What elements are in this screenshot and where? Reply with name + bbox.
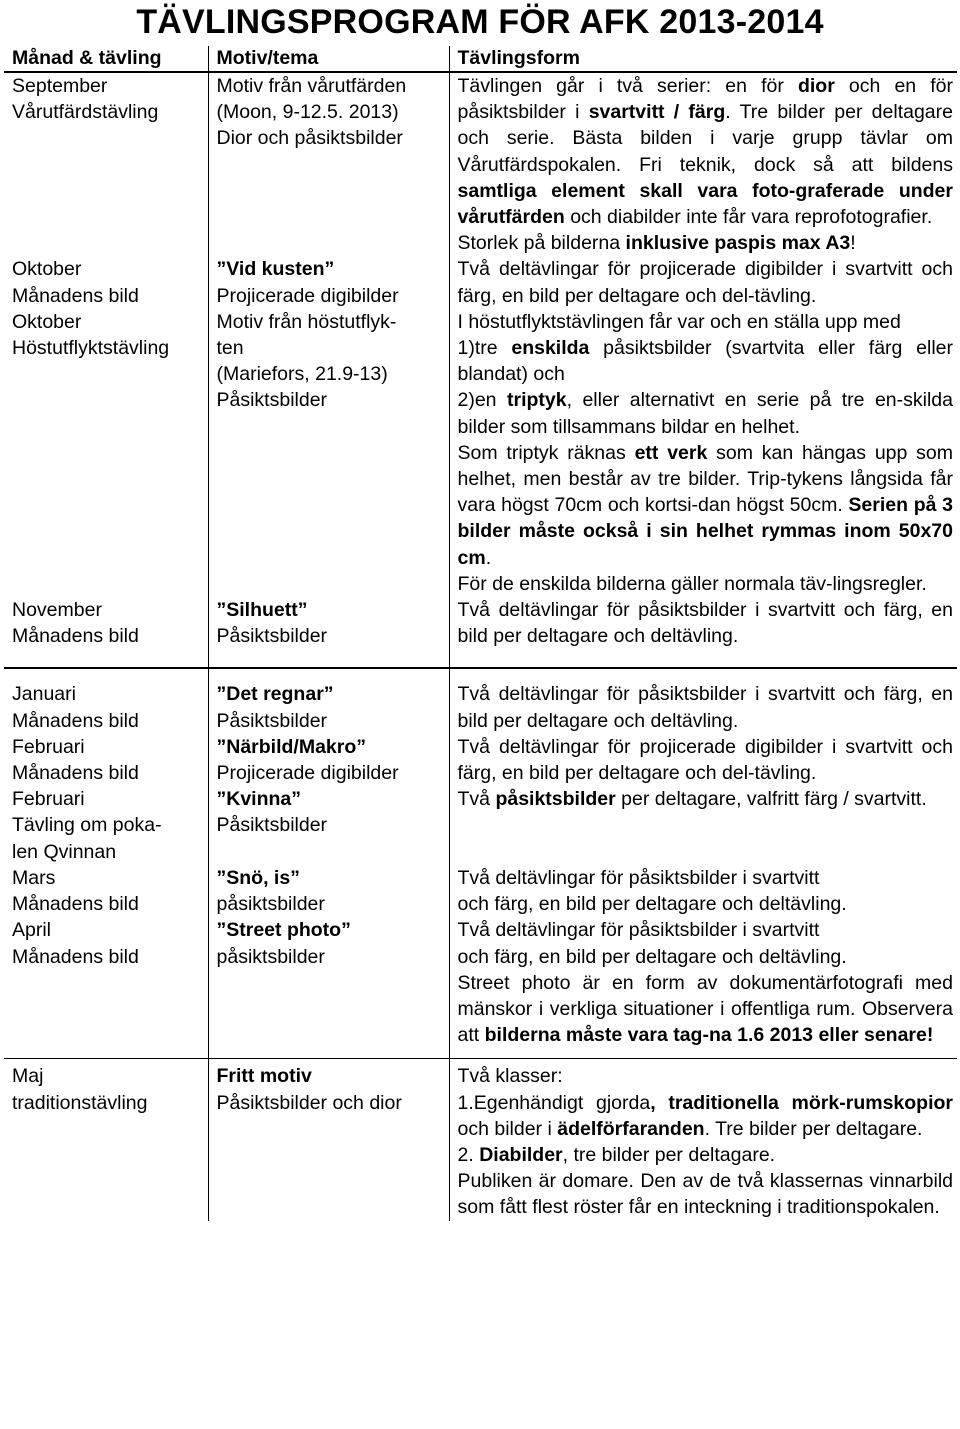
form-paragraph: Två deltävlingar för projicerade digibilder i svartvitt och färg, en bild per deltagare och del-tävling. — [457, 735, 953, 785]
month-line: Månadens bild — [12, 893, 139, 916]
theme-cell — [208, 917, 449, 1059]
theme-subtitle: Påsiktsbilder — [216, 814, 328, 837]
form-paragraph — [458, 230, 954, 256]
form-text: påsiktsbilder (svartvita eller färg eller blandat) och — [457, 337, 953, 386]
form-paragraph: För de enskilda bilderna gäller normala täv-lingsregler. — [457, 572, 927, 595]
theme-title: ”Det regnar” — [216, 683, 334, 706]
theme-subtitle: Påsiktsbilder — [216, 625, 328, 648]
form-bold: påsiktsbilder — [495, 788, 616, 811]
theme-cell — [208, 865, 449, 917]
form-paragraph: Två klasser: — [457, 1065, 563, 1088]
form-bold: , traditionella mörk-rumskopior — [650, 1091, 954, 1114]
form-text: 1.Egenhändigt gjorda — [457, 1091, 651, 1114]
theme-subtitle: påsiktsbilder — [216, 893, 325, 916]
month-line: November — [12, 599, 102, 622]
month-line: Månadens bild — [12, 284, 139, 307]
month-cell — [4, 734, 208, 786]
theme-title: Fritt motiv — [216, 1065, 312, 1088]
month-cell — [4, 865, 208, 917]
theme-subtitle: Projicerade digibilder — [216, 284, 399, 307]
form-text: . Tre bilder per deltagare. — [704, 1117, 923, 1140]
theme-line: Dior och påsiktsbilder — [216, 127, 403, 150]
table-header-row — [4, 46, 957, 72]
month-line: Vårutfärdstävling — [12, 101, 159, 124]
form-paragraph: Två deltävlingar för påsiktsbilder i svartvitt och färg, en bild per deltagare och deltävling. — [457, 599, 953, 648]
form-text: . Tre bilder per deltagare och serie. Bästa bilden i varje grupp tävlar om Vårutfärdspokalen. Fri teknik, dock så att bildens — [457, 101, 953, 176]
month-line: September — [12, 75, 108, 97]
form-paragraph — [458, 786, 954, 812]
form-cell — [449, 668, 957, 733]
form-text: per deltagare, valfritt färg / svartvitt. — [615, 788, 927, 811]
form-bold: enskilda — [511, 337, 590, 360]
form-bold: inklusive paspis max A3 — [625, 232, 851, 255]
theme-cell — [208, 309, 449, 597]
month-cell — [4, 917, 208, 1059]
form-cell — [449, 72, 957, 256]
page-title: TÄVLINGSPROGRAM FÖR AFK 2013-2014 — [136, 3, 824, 41]
form-bold: bilderna måste vara tag-na 1.6 2013 eller senare! — [484, 1024, 934, 1047]
form-cell — [449, 1059, 957, 1221]
month-line: Januari — [12, 683, 76, 706]
form-cell — [449, 256, 957, 308]
form-text: Två — [457, 788, 496, 811]
month-line: Februari — [12, 735, 85, 758]
theme-subtitle: Påsiktsbilder och dior — [216, 1091, 402, 1114]
form-paragraph — [458, 1090, 954, 1142]
theme-title: ”Silhuett” — [216, 599, 308, 622]
theme-line: ten — [216, 337, 244, 360]
form-cell — [449, 309, 957, 597]
month-line: Höstutflyktstävling — [12, 337, 170, 360]
form-paragraph: Två deltävlingar för påsiktsbilder i svartvitt och färg, en bild per deltagare och deltävling. — [457, 683, 953, 732]
form-bold: svartvitt / färg — [588, 101, 726, 124]
theme-line: (Mariefors, 21.9-13) — [216, 363, 388, 386]
table-row — [4, 917, 957, 1059]
month-cell — [4, 72, 208, 256]
month-cell — [4, 668, 208, 733]
form-paragraph — [458, 335, 954, 387]
form-paragraph — [458, 387, 954, 439]
table-row — [4, 597, 957, 668]
form-text: 1)tre — [457, 337, 512, 360]
month-line: Månadens bild — [12, 762, 139, 785]
form-paragraph — [458, 970, 954, 1049]
month-line: Månadens bild — [12, 945, 139, 968]
theme-cell — [208, 72, 449, 256]
form-line: och färg, en bild per deltagare och deltävling. — [457, 893, 847, 916]
form-text: och en för påsiktsbilder i — [457, 75, 953, 124]
table-row — [4, 256, 957, 308]
theme-cell — [208, 597, 449, 668]
theme-cell — [208, 1059, 449, 1221]
form-text: 2. — [457, 1143, 480, 1166]
month-cell — [4, 786, 208, 865]
theme-title: ”Street photo” — [216, 919, 351, 942]
theme-cell — [208, 256, 449, 308]
theme-title: ”Kvinna” — [216, 788, 302, 811]
table-row — [4, 668, 957, 733]
header-month: Månad & tävling — [4, 46, 208, 72]
theme-title: ”Vid kusten” — [216, 258, 335, 281]
month-cell — [4, 256, 208, 308]
month-line: traditionstävling — [12, 1091, 148, 1114]
theme-line: Motiv från vårutfärden — [216, 75, 407, 97]
form-line: Två deltävlingar för påsiktsbilder i svartvitt — [457, 866, 820, 889]
month-cell — [4, 1059, 208, 1221]
form-bold: ett verk — [634, 441, 708, 464]
month-line: Tävling om poka- — [12, 814, 162, 837]
form-text: som kan hängas upp som helhet, men består av tre bilder. Trip-tykens långsida får vara högst 70cm och kortsi-dan högst 50cm. — [457, 441, 953, 517]
theme-cell — [208, 786, 449, 865]
form-paragraph — [458, 1142, 954, 1168]
form-text: Tävlingen går i två serier: en för — [457, 75, 798, 97]
theme-subtitle: påsiktsbilder — [216, 945, 325, 968]
month-line: Februari — [12, 788, 85, 811]
form-text: , eller alternativt en serie på tre en-skilda bilder som tillsammans bildar en helhet. — [457, 389, 953, 438]
form-text: Storlek på bilderna — [457, 232, 626, 255]
form-paragraph: I höstutflyktstävlingen får var och en ställa upp med — [457, 310, 901, 333]
theme-cell — [208, 734, 449, 786]
theme-subtitle: Påsiktsbilder — [216, 709, 328, 732]
month-line: Oktober — [12, 258, 82, 281]
month-cell — [4, 309, 208, 597]
month-cell — [4, 597, 208, 668]
form-text: och diabilder inte får vara reprofotografier. — [564, 206, 933, 229]
form-cell — [449, 786, 957, 865]
form-cell — [449, 865, 957, 917]
theme-cell — [208, 668, 449, 733]
form-bold: Diabilder — [479, 1143, 563, 1166]
theme-title: ”Snö, is” — [216, 866, 300, 889]
month-line: len Qvinnan — [12, 840, 117, 863]
form-bold: dior — [797, 75, 835, 97]
form-bold: ädelförfaranden — [557, 1117, 705, 1140]
program-table — [4, 46, 957, 1221]
theme-line: Påsiktsbilder — [216, 389, 328, 412]
header-theme: Motiv/tema — [208, 46, 449, 72]
month-line: Mars — [12, 866, 56, 889]
table-row — [4, 786, 957, 865]
form-paragraph: Två deltävlingar för projicerade digibilder i svartvitt och färg, en bild per deltagare och del-tävling. — [457, 258, 953, 307]
month-line: Maj — [12, 1065, 44, 1088]
form-text: , tre bilder per deltagare. — [562, 1143, 776, 1166]
table-row — [4, 72, 957, 256]
table-row — [4, 309, 957, 597]
form-text: Street photo är en form av dokumentärfotografi med mänskor i verkliga situationer i offentliga rum. Observera att — [457, 971, 953, 1047]
form-text: Som triptyk räknas — [457, 441, 635, 464]
form-paragraph — [458, 73, 954, 230]
form-text: 2)en — [457, 389, 507, 412]
theme-line: (Moon, 9-12.5. 2013) — [216, 101, 399, 124]
month-line: Månadens bild — [12, 625, 139, 648]
form-text: ! — [850, 232, 856, 255]
table-row — [4, 865, 957, 917]
theme-subtitle: Projicerade digibilder — [216, 762, 399, 785]
form-paragraph — [458, 440, 954, 571]
header-form: Tävlingsform — [449, 46, 957, 72]
form-text: . — [485, 546, 492, 569]
theme-line: Motiv från höstutflyk- — [216, 310, 397, 333]
form-line: Två deltävlingar för påsiktsbilder i svartvitt — [457, 919, 820, 942]
form-bold: triptyk — [506, 389, 567, 412]
table-row — [4, 1059, 957, 1221]
table-row — [4, 734, 957, 786]
month-line: Månadens bild — [12, 709, 139, 732]
form-cell — [449, 734, 957, 786]
theme-title: ”Närbild/Makro” — [216, 735, 367, 758]
month-line: April — [12, 919, 52, 942]
form-text: och bilder i — [457, 1117, 558, 1140]
form-line: och färg, en bild per deltagare och deltävling. — [457, 945, 847, 968]
month-line: Oktober — [12, 310, 82, 333]
form-bold: samtliga element skall vara foto-graferade under vårutfärden — [457, 179, 953, 229]
form-cell — [449, 917, 957, 1059]
form-paragraph: Publiken är domare. Den av de två klassernas vinnarbild som fått flest röster får en inteckning i traditionspokalen. — [457, 1170, 953, 1219]
form-bold: Serien på 3 bilder måste också i sin helhet rymmas inom 50x70 cm — [457, 494, 953, 569]
form-cell — [449, 597, 957, 668]
